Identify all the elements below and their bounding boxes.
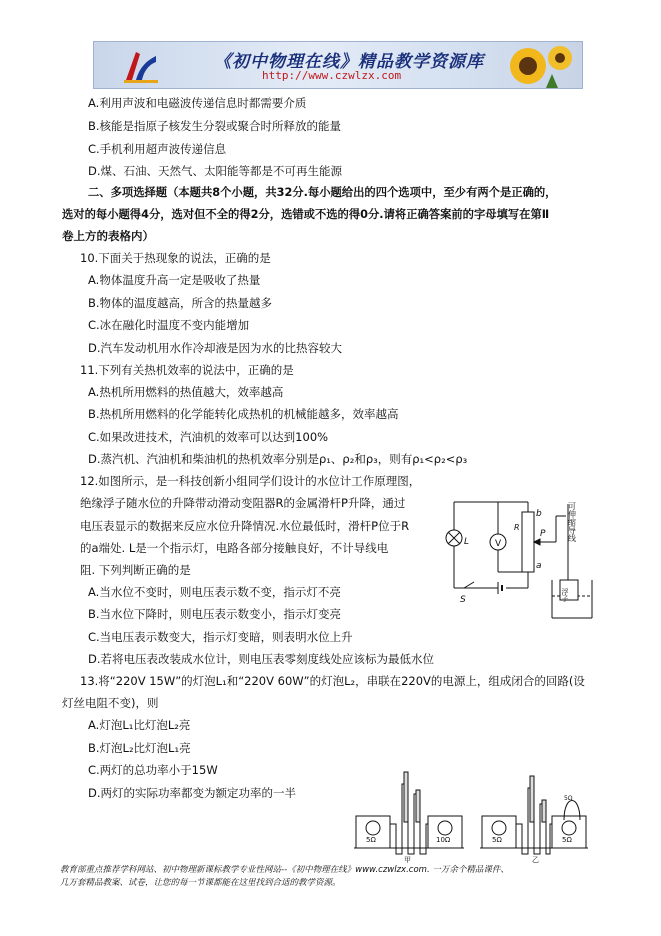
- q12-option-d: D.若将电压表改装成水位计，则电压表零刻度线处应该标为最低水位: [88, 652, 435, 666]
- q9-option-b: B.核能是指原子核发生分裂或聚合时所释放的能量: [88, 119, 342, 133]
- q13-option-b: B.灯泡L₂比灯泡L₁亮: [88, 741, 191, 755]
- q10-option-c: C.冰在融化时温度不变内能增加: [88, 318, 250, 332]
- q13-option-c: C.两灯的总功率小于15W: [88, 763, 218, 777]
- q12-stem-line2: 绝缘浮子随水位的升降带动滑动变阻器R的金属滑杆P升降，通过: [80, 496, 406, 510]
- q12-option-a: A.当水位不变时，则电压表示数不变，指示灯不亮: [88, 585, 341, 599]
- q12-option-b: B.当水位下降时，则电压表示数变小，指示灯变亮: [88, 607, 342, 621]
- q10-stem: 10.下面关于热现象的说法，正确的是: [80, 251, 271, 265]
- q11-stem: 11.下列有关热机效率的说法中，正确的是: [80, 363, 294, 377]
- res5-label: 5Ω: [564, 795, 573, 802]
- site-logo-icon: [122, 46, 160, 84]
- q12-stem-line4: 的a端处. L是一个指示灯，电路各部分接触良好，不计导线电: [80, 541, 389, 555]
- q13-stem-line2: 灯丝电阻不变)，则: [62, 696, 159, 710]
- q11-option-b: B.热机所用燃料的化学能转化成热机的机械能越多，效率越高: [88, 407, 399, 421]
- q13-stem-line1: 13.将“220V 15W”的灯泡L₁和“220V 60W”的灯泡L₂，串联在220V的电源上，组成闭合的回路(设: [80, 674, 585, 688]
- q10-option-a: A.物体温度升高一定是吸收了热量: [88, 273, 261, 287]
- footer-line2: 几万套精品教案、试卷，让您的每一节课都能在这里找到合适的教学资源。: [60, 878, 341, 888]
- section2-heading-line3: 卷上方的表格内）: [62, 229, 154, 243]
- section2-heading-line1: 二、多项选择题（本题共8个小题，共32分.每小题给出的四个选项中，至少有两个是正确的，: [88, 186, 557, 199]
- header-banner: [93, 41, 583, 89]
- q12-stem-line1: 12.如图所示，是一科技创新小组同学们设计的水位计工作原理图，: [80, 474, 421, 488]
- label-a: a: [536, 561, 542, 571]
- res2-label: 10Ω: [436, 836, 451, 844]
- q9-option-d: D.煤、石油、天然气、太阳能等都是不可再生能源: [88, 164, 343, 178]
- sunflower-icon: [506, 44, 576, 88]
- label-V: V: [495, 539, 502, 549]
- section2-heading-line2: 选对的每小题得4分，选对但不全的得2分，选错或不选的得0分.请将正确答案前的字母填写在第Ⅱ: [62, 208, 550, 221]
- label-wire: 可伸缩导线: [567, 502, 577, 542]
- label-L: L: [464, 537, 470, 547]
- banner-title: 《初中物理在线》精品教学资源库: [214, 52, 484, 72]
- q12-option-c: C.当电压表示数变大，指示灯变暗，则表明水位上升: [88, 630, 353, 644]
- q12-stem-line3: 电压表显示的数据来反应水位升降情况.水位最低时，滑杆P位于R: [80, 519, 410, 533]
- q11-option-a: A.热机所用燃料的热值越大，效率越高: [88, 385, 284, 399]
- label-S: S: [460, 595, 466, 605]
- figure-yi-label: 乙: [532, 856, 539, 864]
- res4-label: 5Ω: [562, 836, 572, 844]
- banner-url: http://www.czwlzx.com: [262, 69, 402, 82]
- joule-heating-apparatus-diagram: [352, 764, 592, 864]
- q9-option-a: A.利用声波和电磁波传递信息时都需要介质: [88, 96, 307, 110]
- q13-option-d: D.两灯的实际功率都变为额定功率的一半: [88, 786, 297, 800]
- water-level-circuit-diagram: [436, 496, 596, 620]
- figure-jia-label: 甲: [404, 856, 411, 864]
- res3-label: 5Ω: [492, 836, 502, 844]
- q11-option-d: D.蒸汽机、汽油机和柴油机的热机效率分别是ρ₁、ρ₂和ρ₃，则有ρ₁<ρ₂<ρ₃: [88, 452, 468, 466]
- label-b: b: [536, 509, 542, 519]
- label-P: P: [540, 529, 546, 539]
- page-footer: [60, 864, 509, 890]
- q9-option-c: C.手机利用超声波传递信息: [88, 142, 227, 156]
- footer-line1: 教育部重点推荐学科网站、初中物理新课标教学专业性网站--《初中物理在线》www.czwlzx.com. 一万余个精品课件、: [60, 865, 509, 875]
- res1-label: 5Ω: [366, 836, 376, 844]
- q12-stem-line5: 阻. 下列判断正确的是: [80, 563, 191, 577]
- q10-option-d: D.汽车发动机用水作冷却液是因为水的比热容较大: [88, 341, 343, 355]
- q13-option-a: A.灯泡L₁比灯泡L₂亮: [88, 718, 191, 732]
- q11-option-c: C.如果改进技术，汽油机的效率可以达到100%: [88, 430, 329, 444]
- label-R: R: [514, 523, 520, 532]
- q10-option-b: B.物体的温度越高，所含的热量越多: [88, 296, 273, 310]
- label-float: 浮子: [561, 588, 569, 602]
